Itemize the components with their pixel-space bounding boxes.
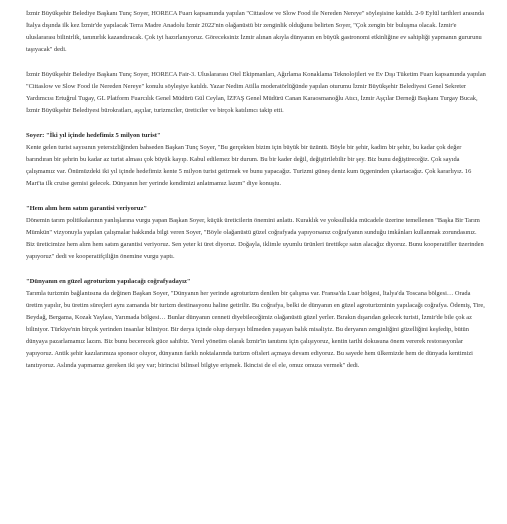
intro-paragraph-1: İzmir Büyükşehir Belediye Başkanı Tunç Soyer, HORECA Fuarı kapsamında yapılan "Cittaslow ve Slow Food ile Nereden Nereye" söyleşisine katıldı. 2-9 Eylül tarihleri arasında İtalya dışında ilk kez İzmir'de yapılacak Terra Madre Anadolu İzmir 2022'nin olağanüstü bir zenginlik olduğunu belirten Soyer, "Çok zengin bir buluşma olacak. İzmir'e uluslararası bilinirlik, tanınırlık kazandıracak. Çok iyi hazırlanıyoruz. Göreceksiniz İzmir alınan akıyla dünyanın en büyük gastronomi etkinliğine ev sahipliği yapmanın gururunu taşıyacak" dedi. <box>26 10 484 54</box>
section-heading: "Hem alım hem satım garantisi veriyoruz" <box>26 204 148 212</box>
section-heading: Soyer: "İki yıl içinde hedefimiz 5 milyon turist" <box>26 131 161 139</box>
section-body: Kente gelen turist sayısının yetersizliğinden bahseden Başkan Tunç Soyer, "Bu gerçekten bizim için büyük bir üzüntü. Böyle bir şehir, kadim bir şehir, bu kadar çok değer barındıran bir şehrin bu kadar az turist alması çok büyük kayıp. Kabul edilemez bir durum. Bu bir kader değil, değiştirilebilir bir şey. Biz bunu değiştireceğiz. Çok sayıda çalışmamız var. Önümüzdeki iki yıl içinde hedefimiz kente 5 milyon turist getirmek ve bunu yapacağız. Turizmi güneş deniz kum üçgeninden çıkartacağız. Çok kararlıyız. 16 Mart'ta ilk cruise gemisi gelecek. Dünyanın her yerinde kendimizi anlatmamız lazım" diye konuştu. <box>26 143 472 188</box>
section-body: Tarımla turizmin bağlantısına da değinen Başkan Soyer, "Dünyanın her yerinde agroturizm denilen bir çalışma var. Fransa'da Luar bölgesi, İtalya'da Toscana bölgesi… Orada üretim yapılır, bu üretim süreçleri aynı zamanda bir turizm destinasyonu haline getirilir. Bu coğrafya, belki de dünyanın en güzel agroturizminin yapılacağı coğrafya. Ödemiş, Tire, Beydağ, Bergama, Kozak Yaylası, Yarımada bölgesi… Bunlar dünyanın cenneti diyebileceğimiz olağanüstü güzel yerler. Bırakın dışarıdan gelecek turisti, İzmir'de bile çok az biliniyor. Türkiye'nin birçok yerinden insanlar biliniyor. Bir derya içinde olup deryayı bilmeden yaşayan balık misaliyiz. Bu deryanın zenginliğini güzelliğini keşfedip, bütün dünyaya pazarlamamız lazım. Biz bunu becerecek güce sahibiz. Yerel yönetim olarak İzmir'in tanıtımı için çalışıyoruz, kentin tarihi dokusuna önem vererek restorasyonlar yapıyoruz. Antik şehir kazılarımıza sponsor oluyor, dünyanın farklı noktalarında turizm ofisleri açmaya devam ediyoruz. Bu sayede hem ülkemizde hem de dünyada kentimizi tanıtıyoruz. Aslında yapmamız gereken iki şey var; birincisi bilinsel bilgiye erişmek. İkincisi de el ele, omuz omuza vermek" dedi. <box>26 289 485 370</box>
section-purchase-guarantee <box>26 203 486 263</box>
article <box>26 8 486 385</box>
section-body: Dönemin tarım politikalarının yanlışlarına vurgu yapan Başkan Soyer, küçük üreticilerin önemini anlattı. Kuraklık ve yoksullukla mücadele üzerine temellenen "Başka Bir Tarım Mümkün" vizyonuyla yapılan çalışmalar hakkında bilgi veren Soyer, "Böyle olağanüstü güzel coğrafyada yapıyorsanız coğrafyanın sunduğu imkânları kullanmak zorundasınız. Biz üreticimize hem alım hem satım garantisi veriyoruz. Sen yeter ki üret diyoruz. Doğayla, iklimle uyumlu ürünleri ürettikçe satın alacağız diyoruz. Bunu kooperatifler üzerinden yapıyoruz" dedi ve kooperatifçiliğin önemine vurgu yaptı. <box>26 216 484 261</box>
section-tourism-target <box>26 130 486 190</box>
section-heading: "Dünyanın en güzel agroturizm yapılacağı coğrafyadayız" <box>26 277 191 285</box>
intro-paragraph-2: İzmir Büyükşehir Belediye Başkanı Tunç Soyer, HORECA Fair-3. Uluslararası Otel Ekipmanları, Ağırlama Konaklama Teknolojileri ve Ev Dışı Tüketim Fuarı kapsamında yapılan "Cittaslow ve Slow Food ile Nereden Nereye" konulu söyleşiye katıldı. Yazar Nedim Atilla moderatörlüğünde yapılan oturumu İzmir Büyükşehir Belediyesi Genel Sekreter Yardımcısı Ertuğrul Tugay, GL Platform Fuarcılık Genel Müdürü Gül Ceylan, İZFAŞ Genel Müdürü Canan Karaosmanoğlu Atıcı, İzmir Aşçılar Derneği Başkanı Turgay Bucak, İzmir Büyükşehir Belediyesi bürokratları, aşçılar, turizmciler, üreticiler ve birçok katılımcı takip etti. <box>26 70 486 115</box>
section-agrotourism <box>26 276 486 373</box>
